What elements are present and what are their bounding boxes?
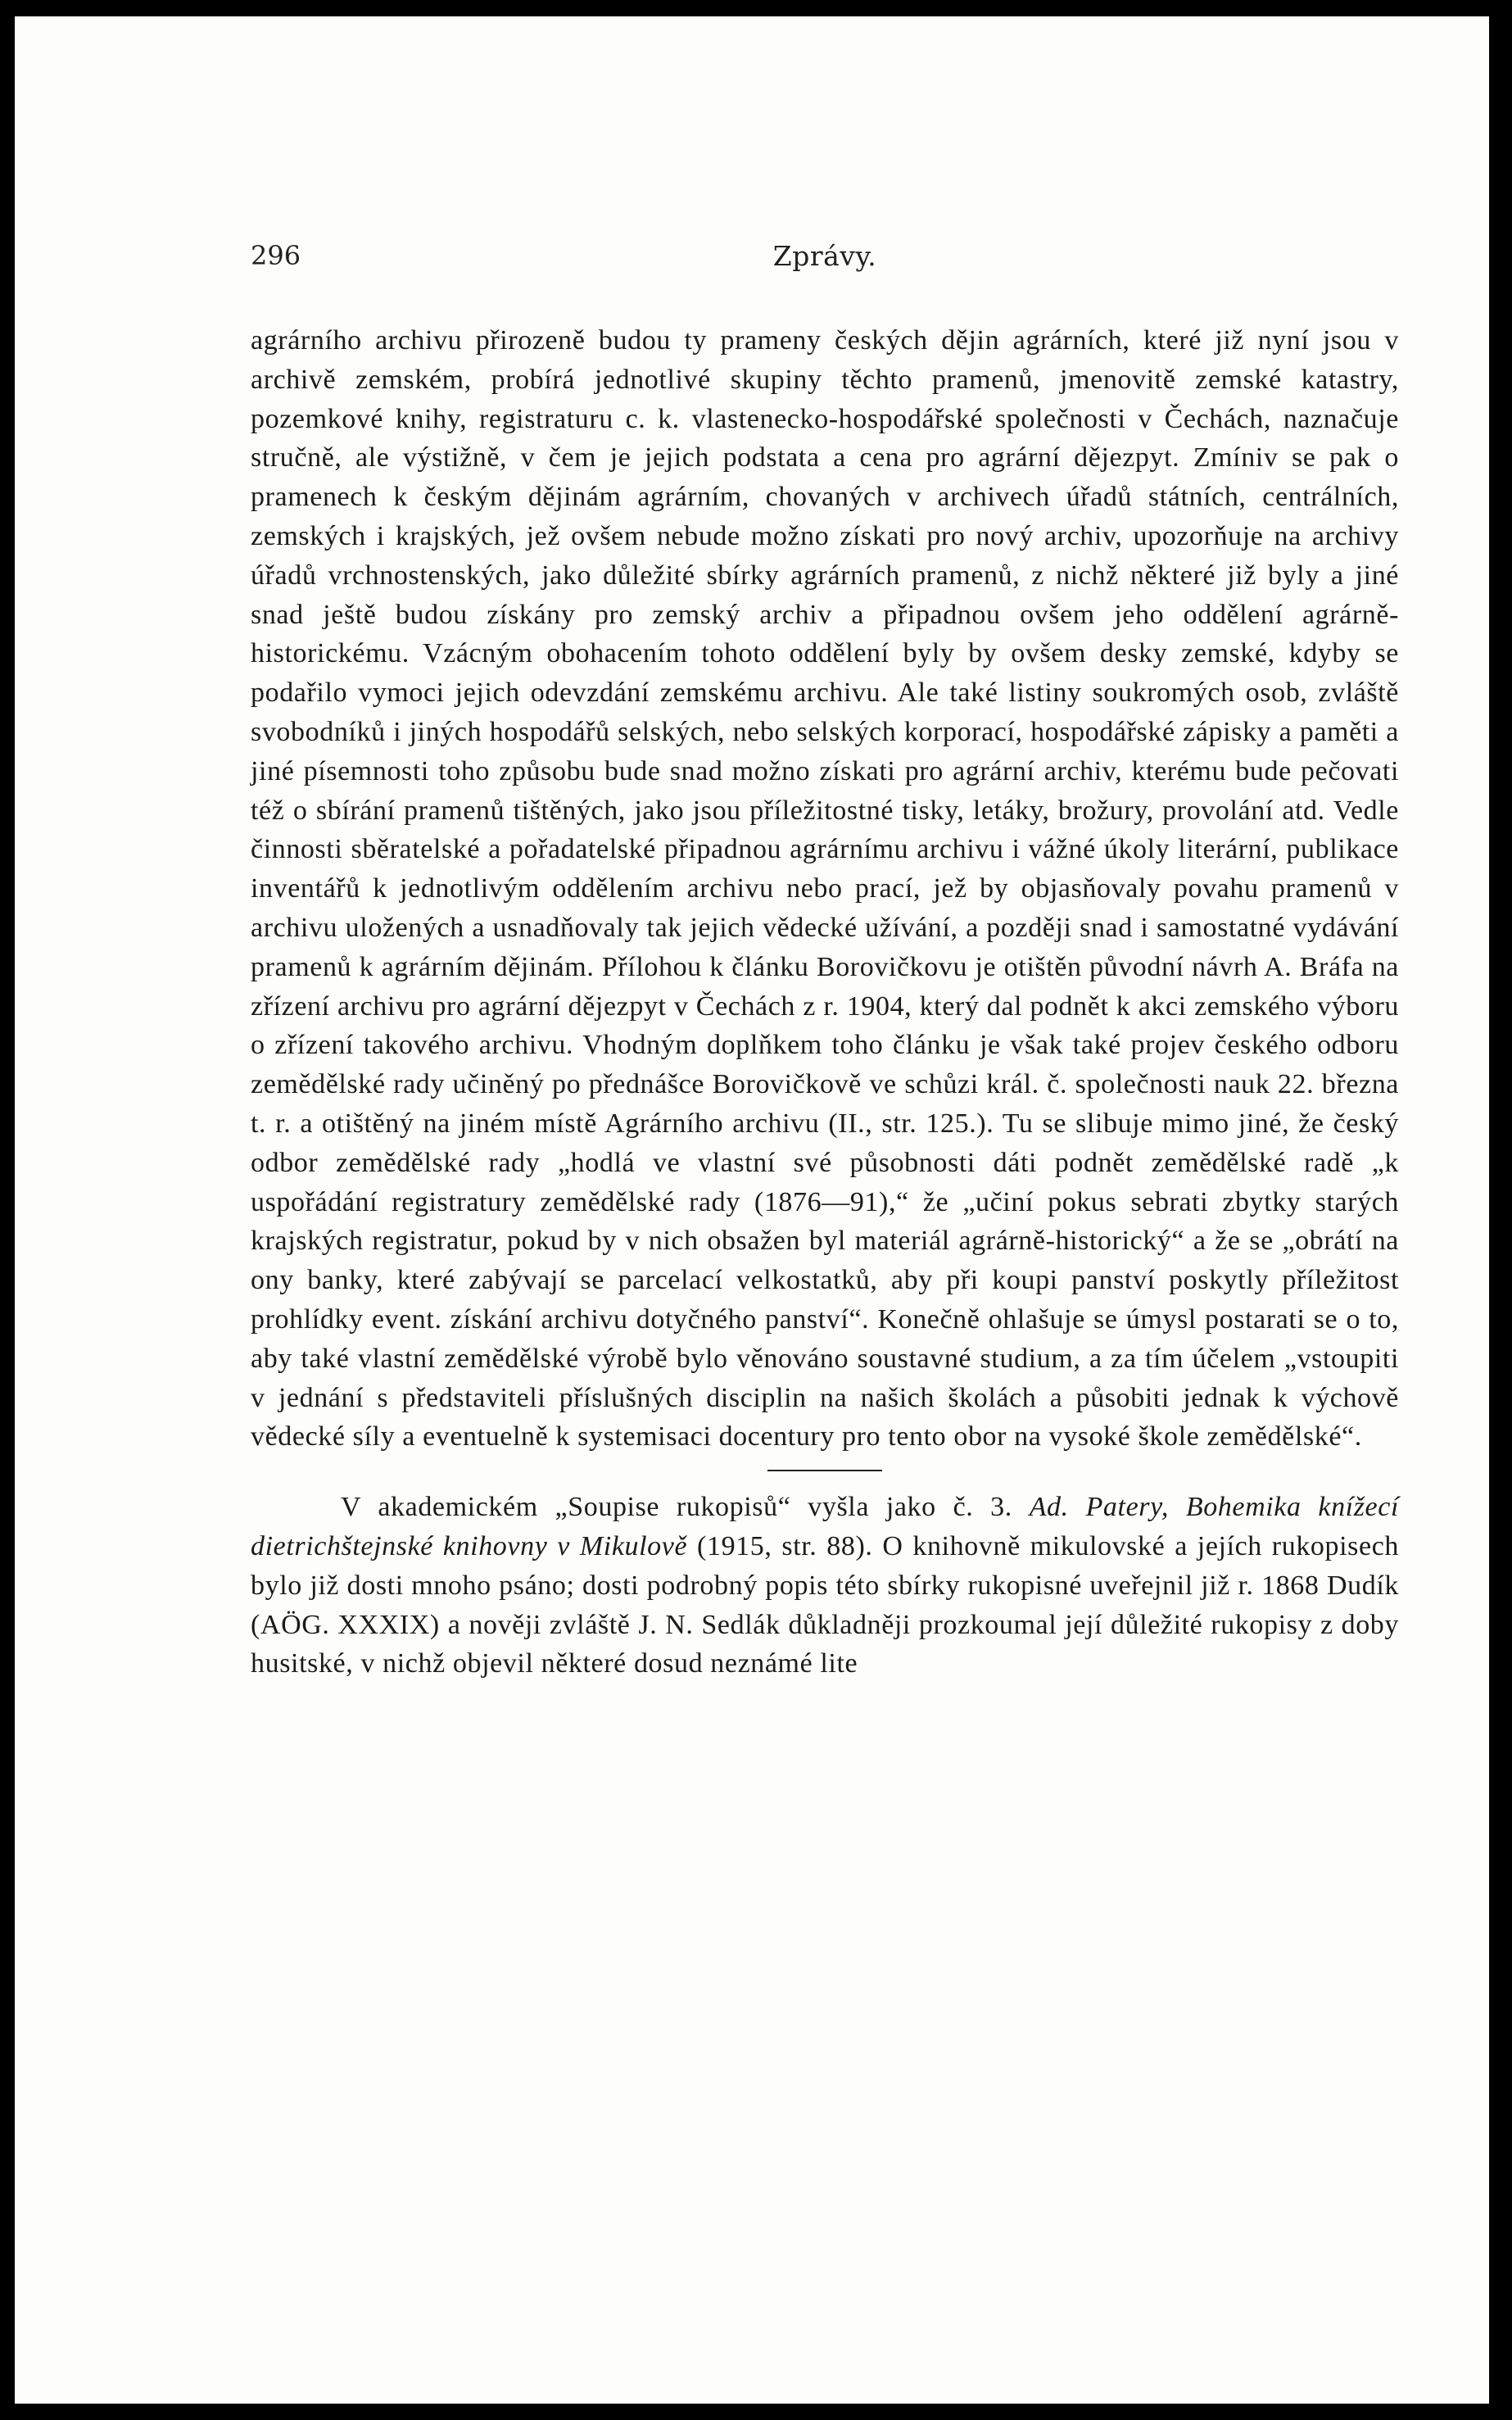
running-head: Zprávy. — [772, 240, 877, 272]
section-divider — [767, 1470, 882, 1471]
page-number: 296 — [251, 240, 301, 271]
paragraph-2-start: V akademickém „Soupise rukopisů“ vyšla jako č. 3. — [341, 1492, 1012, 1523]
article-body — [251, 321, 1399, 1684]
paragraph-2 — [251, 1488, 1399, 1684]
paragraph-1: agrárního archivu přirozeně budou ty prameny českých dějin agrárních, které již nyní jsou v archivě zemském, probírá jednotlivé skupiny těchto pramenů, jmenovitě zemské katastry, pozemkové knihy, registraturu c. k. vlastenecko-hospodářské společnosti v Čechách, naznačuje stručně, ale výstižně, v čem je jejich podstata a cena pro agrární dějezpyt. Zmíniv se pak o pramenech k českým dějinám agrárním, chovaných v archivech úřadů státních, centrálních, zemských i krajských, jež ovšem nebude možno získati pro nový archiv, upozorňuje na archivy úřadů vrchnostenských, jako důležité sbírky agrárních pramenů, z nichž některé již byly a jiné snad ještě budou získány pro zemský archiv a připadnou ovšem jeho oddělení agrárně-historickému. Vzácným obohacením tohoto oddělení byly by ovšem desky zemské, kdyby se podařilo vymoci jejich odevzdání zemskému archivu. Ale také listiny soukromých osob, zvláště svobodníků i jiných hospodářů selských, nebo selských korporací, hospodářské zápisky a paměti a jiné písemnosti toho způsobu bude snad možno získati pro agrární archiv, kterému bude pečovati též o sbírání pramenů tištěných, jako jsou příležitostné tisky, letáky, brožury, provolání atd. Vedle činnosti sběratelské a pořadatelské připadnou agrárnímu archivu i vážné úkoly literární, publikace inventářů k jednotlivým oddělením archivu nebo prací, jež by objasňovaly povahu pramenů v archivu uložených a usnadňovaly tak jejich vědecké užívání, a později snad i samostatné vydávání pramenů k agrárním dějinám. Přílohou k článku Borovičkovu je otištěn původní návrh A. Bráfa na zřízení archivu pro agrární dějezpyt v Čechách z r. 1904, který dal podnět k akci zemského výboru o zřízení takového archivu. Vhodným doplňkem toho článku je však také projev českého odboru zemědělské rady učiněný po přednášce Borovičkově ve schůzi král. č. společnosti nauk 22. března t. r. a otištěný na jiném místě Agrárního archivu (II., str. 125.). Tu se slibuje mimo jiné, že český odbor zemědělské rady „hodlá ve vlastní své působnosti dáti podnět zemědělské radě „k uspořádání registratury zemědělské rady (1876—91),“ že „učiní pokus sebrati zbytky starých krajských registratur, pokud by v nich obsažen byl materiál agrárně-historický“ a že se „obrátí na ony banky, které zabývají se parcelací velkostatků, aby při koupi panství poskytly příležitost prohlídky event. získání archivu dotyčného panství“. Konečně ohlašuje se úmysl postarati se o to, aby také vlastní zemědělské výrobě bylo věnováno soustavné studium, a za tím účelem „vstoupiti v jednání s představiteli příslušných disciplin na našich školách a působiti jednak k výchově vědecké síly a eventuelně k systemisaci docentury pro tento obor na vysoké škole zemědělské“. — [251, 325, 1399, 1452]
scanned-page — [15, 16, 1489, 2404]
page-header — [251, 240, 1399, 289]
paragraph-2-rest: (1915, str. 88). O knihovně mikulovské a jejích rukopisech bylo již dosti mnoho psáno; dosti podrobný popis této sbírky rukopisné uveřejnil již r. 1868 Dudík (AÖG. XXXIX) a nověji zvláště J. N. Sedlák důkladněji prozkoumal její důležité rukopisy z doby husitské, v nichž objevil některé dosud neznámé lite — [251, 1530, 1399, 1679]
paragraph-2-book-title: Ad. Patery, Bohemika knížecí dietrichštejnské knihovny v Mikulově — [251, 1492, 1399, 1561]
